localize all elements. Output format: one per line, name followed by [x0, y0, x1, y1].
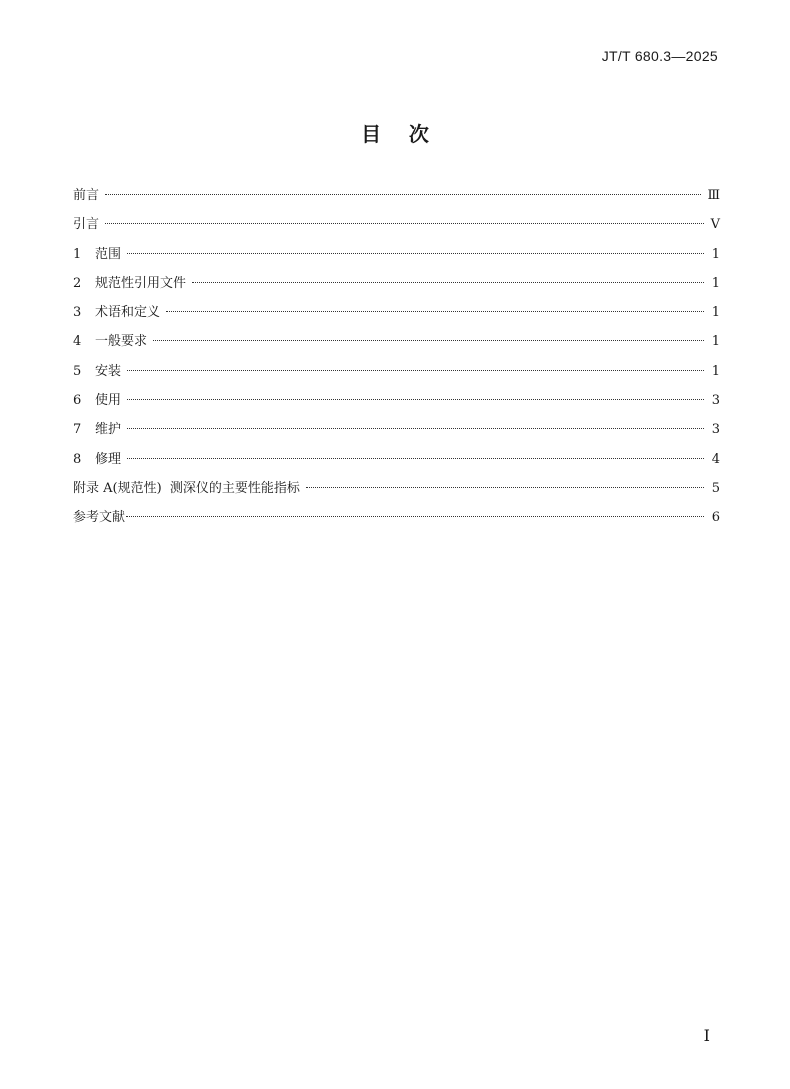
toc-entry-page: 5 [711, 480, 720, 496]
toc-entry-label: 使用 [95, 393, 122, 409]
toc-entry-number: 3 [73, 305, 82, 321]
dot-leader [105, 194, 701, 195]
toc-entry-number: 6 [73, 393, 82, 409]
toc-entry-page: Ⅲ [707, 188, 720, 203]
toc-entry-page: 1 [711, 275, 720, 291]
dot-leader [127, 399, 704, 400]
table-of-contents [73, 181, 720, 533]
toc-entry-bibliography[interactable] [73, 503, 720, 532]
dot-leader [126, 516, 704, 517]
toc-entry-page: V [710, 217, 720, 233]
toc-entry-foreword[interactable] [73, 181, 720, 210]
toc-entry-label: 附录 A(规范性) 测深仪的主要性能指标 [73, 480, 300, 496]
toc-entry-general-requirements[interactable] [73, 327, 720, 356]
toc-entry-page: 1 [711, 334, 720, 350]
toc-entry-repair[interactable] [73, 445, 720, 474]
toc-entry-number: 4 [73, 334, 82, 350]
toc-entry-page: 4 [711, 451, 720, 467]
toc-entry-number: 5 [73, 363, 82, 379]
toc-entry-page: 3 [711, 422, 720, 438]
toc-entry-page: 1 [711, 246, 720, 262]
dot-leader [192, 282, 704, 283]
toc-entry-label: 修理 [95, 451, 122, 467]
toc-entry-label: 维护 [95, 422, 122, 438]
toc-entry-page: 1 [711, 305, 720, 321]
dot-leader [153, 340, 704, 341]
toc-entry-label: 一般要求 [95, 334, 148, 350]
toc-entry-number: 2 [73, 275, 82, 291]
dot-leader [166, 311, 704, 312]
toc-entry-label: 引言 [73, 217, 100, 233]
page-number: I [703, 1026, 710, 1045]
toc-entry-page: 3 [711, 393, 720, 409]
toc-entry-label: 范围 [95, 246, 122, 262]
toc-entry-installation[interactable] [73, 357, 720, 386]
toc-entry-introduction[interactable] [73, 210, 720, 239]
toc-entry-normative-references[interactable] [73, 269, 720, 298]
toc-entry-label: 安装 [95, 363, 122, 379]
toc-title: 目 次 [361, 122, 429, 146]
toc-entry-number: 8 [73, 451, 82, 467]
dot-leader [306, 487, 704, 488]
toc-entry-label: 规范性引用文件 [95, 275, 187, 291]
toc-entry-page: 1 [711, 363, 720, 379]
toc-entry-number: 1 [73, 246, 82, 262]
toc-entry-number: 7 [73, 422, 82, 438]
toc-entry-page: 6 [711, 510, 720, 526]
toc-entry-terms-definitions[interactable] [73, 298, 720, 327]
toc-entry-label: 术语和定义 [95, 305, 161, 321]
dot-leader [127, 370, 704, 371]
toc-entry-scope[interactable] [73, 240, 720, 269]
dot-leader [105, 223, 704, 224]
toc-entry-label: 参考文献 [73, 510, 126, 526]
toc-entry-annex-a[interactable] [73, 474, 720, 503]
toc-entry-usage[interactable] [73, 386, 720, 415]
standard-code: JT/T 680.3—2025 [601, 48, 718, 64]
dot-leader [127, 458, 704, 459]
toc-entry-label: 前言 [73, 188, 100, 203]
dot-leader [127, 253, 704, 254]
toc-entry-maintenance[interactable] [73, 415, 720, 444]
dot-leader [127, 428, 704, 429]
